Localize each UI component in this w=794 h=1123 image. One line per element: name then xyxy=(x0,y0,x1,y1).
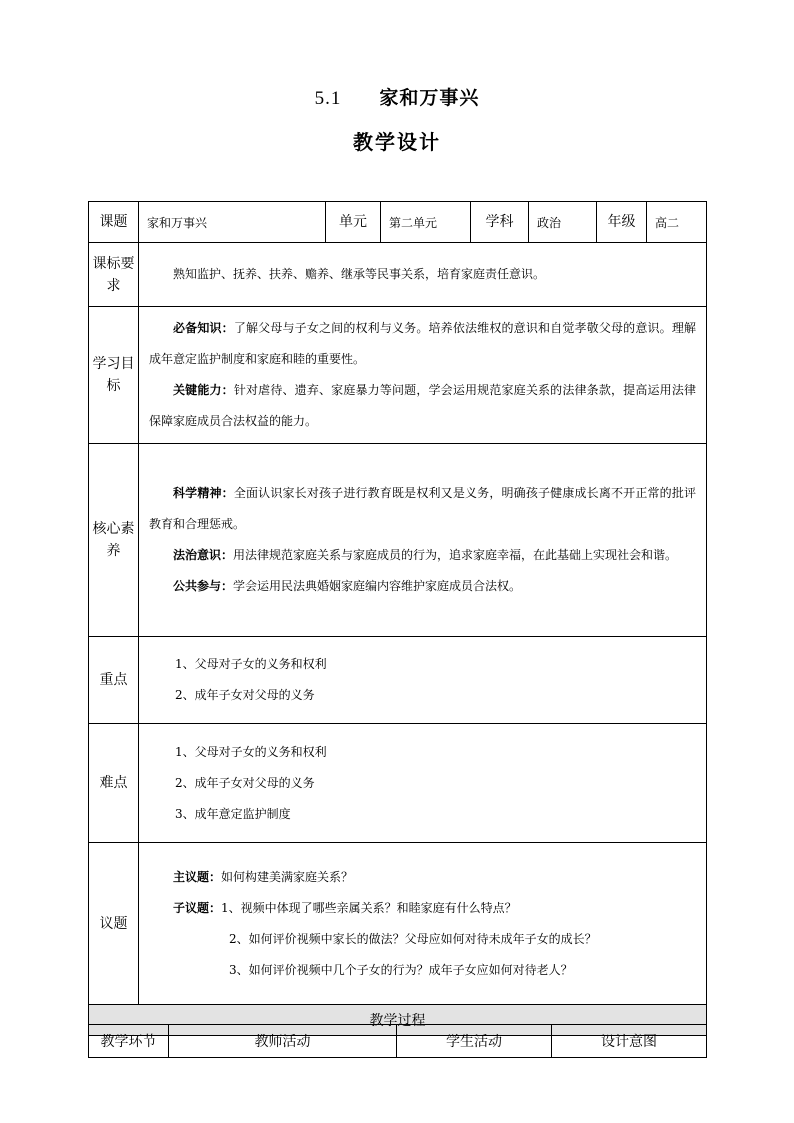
key-points-row xyxy=(89,637,707,724)
subject-label: 学科 xyxy=(471,202,529,243)
col-teacher-activity: 教师活动 xyxy=(169,1025,397,1058)
issues-label: 议题 xyxy=(89,843,139,1005)
lesson-name: 家和万事兴 xyxy=(379,87,480,109)
topic-value: 家和万事兴 xyxy=(139,202,326,243)
sub-issue: 2、如何评价视频中家长的做法？父母应如何对待未成年子女的成长？ xyxy=(229,931,597,946)
objectives-row xyxy=(89,307,707,444)
difficult-points-content xyxy=(139,724,707,843)
key-point-item: 1、父母对子女的义务和权利 xyxy=(175,657,327,671)
info-row xyxy=(89,202,707,243)
key-points-content xyxy=(139,637,707,724)
difficult-points-label: 难点 xyxy=(89,724,139,843)
sub-issue: 子议题：1、视频中体现了哪些亲属关系？和睦家庭有什么特点？ xyxy=(173,900,517,915)
sub-issue: 3、如何评价视频中几个子女的行为？成年子女应如何对待老人？ xyxy=(229,962,573,977)
issues-row xyxy=(89,843,707,1005)
lesson-plan-table xyxy=(88,201,707,1036)
standard-label: 课标要求 xyxy=(89,243,139,307)
topic-label: 课题 xyxy=(89,202,139,243)
lesson-number: 5.1 xyxy=(314,88,342,109)
literacy-content xyxy=(139,444,707,637)
difficult-point-item: 1、父母对子女的义务和权利 xyxy=(175,744,327,759)
literacy-label: 核心素养 xyxy=(89,444,139,637)
unit-value: 第二单元 xyxy=(381,202,471,243)
process-columns-row xyxy=(89,1025,707,1058)
objectives-content xyxy=(139,307,707,444)
process-columns-table xyxy=(88,1024,707,1058)
objective-ability: 关键能力：针对虐待、遗弃、家庭暴力等问题，学会运用规范家庭关系的法律条款，提高运用法律保障家庭成员合法权益的能力。 xyxy=(149,383,696,428)
process-title: 教学过程 xyxy=(89,1005,707,1036)
col-teaching-stage: 教学环节 xyxy=(89,1025,169,1058)
standard-text: 熟知监护、抚养、扶养、赡养、继承等民事关系，培育家庭责任意识。 xyxy=(139,243,707,307)
key-points-label: 重点 xyxy=(89,637,139,724)
objective-knowledge: 必备知识：了解父母与子女之间的权利与义务。培养依法维权的意识和自觉孝敬父母的意识。理解成年意定监护制度和家庭和睦的重要性。 xyxy=(149,321,696,366)
col-design-intent: 设计意图 xyxy=(552,1025,707,1058)
issues-content xyxy=(139,843,707,1005)
literacy-participation: 公共参与：学会运用民法典婚姻家庭编内容维护家庭成员合法权。 xyxy=(173,579,522,593)
main-issue: 主议题：如何构建美满家庭关系？ xyxy=(173,869,354,884)
difficult-point-item: 2、成年子女对父母的义务 xyxy=(175,775,315,790)
lesson-title xyxy=(0,83,794,110)
unit-label: 单元 xyxy=(326,202,381,243)
key-point-item: 2、成年子女对父母的义务 xyxy=(175,688,315,702)
objectives-label: 学习目标 xyxy=(89,307,139,444)
document-subtitle: 教学设计 xyxy=(353,130,441,154)
literacy-science: 科学精神：全面认识家长对孩子进行教育既是权利又是义务，明确孩子健康成长离不开正常的批评教育和合理惩戒。 xyxy=(149,486,696,531)
difficult-points-row xyxy=(89,724,707,843)
literacy-row xyxy=(89,444,707,637)
subject-value: 政治 xyxy=(529,202,597,243)
literacy-law: 法治意识：用法律规范家庭关系与家庭成员的行为，追求家庭幸福，在此基础上实现社会和谐。 xyxy=(173,548,678,562)
standard-row xyxy=(89,243,707,307)
grade-label: 年级 xyxy=(597,202,647,243)
grade-value: 高二 xyxy=(647,202,707,243)
difficult-point-item: 3、成年意定监护制度 xyxy=(175,806,291,821)
col-student-activity: 学生活动 xyxy=(397,1025,552,1058)
